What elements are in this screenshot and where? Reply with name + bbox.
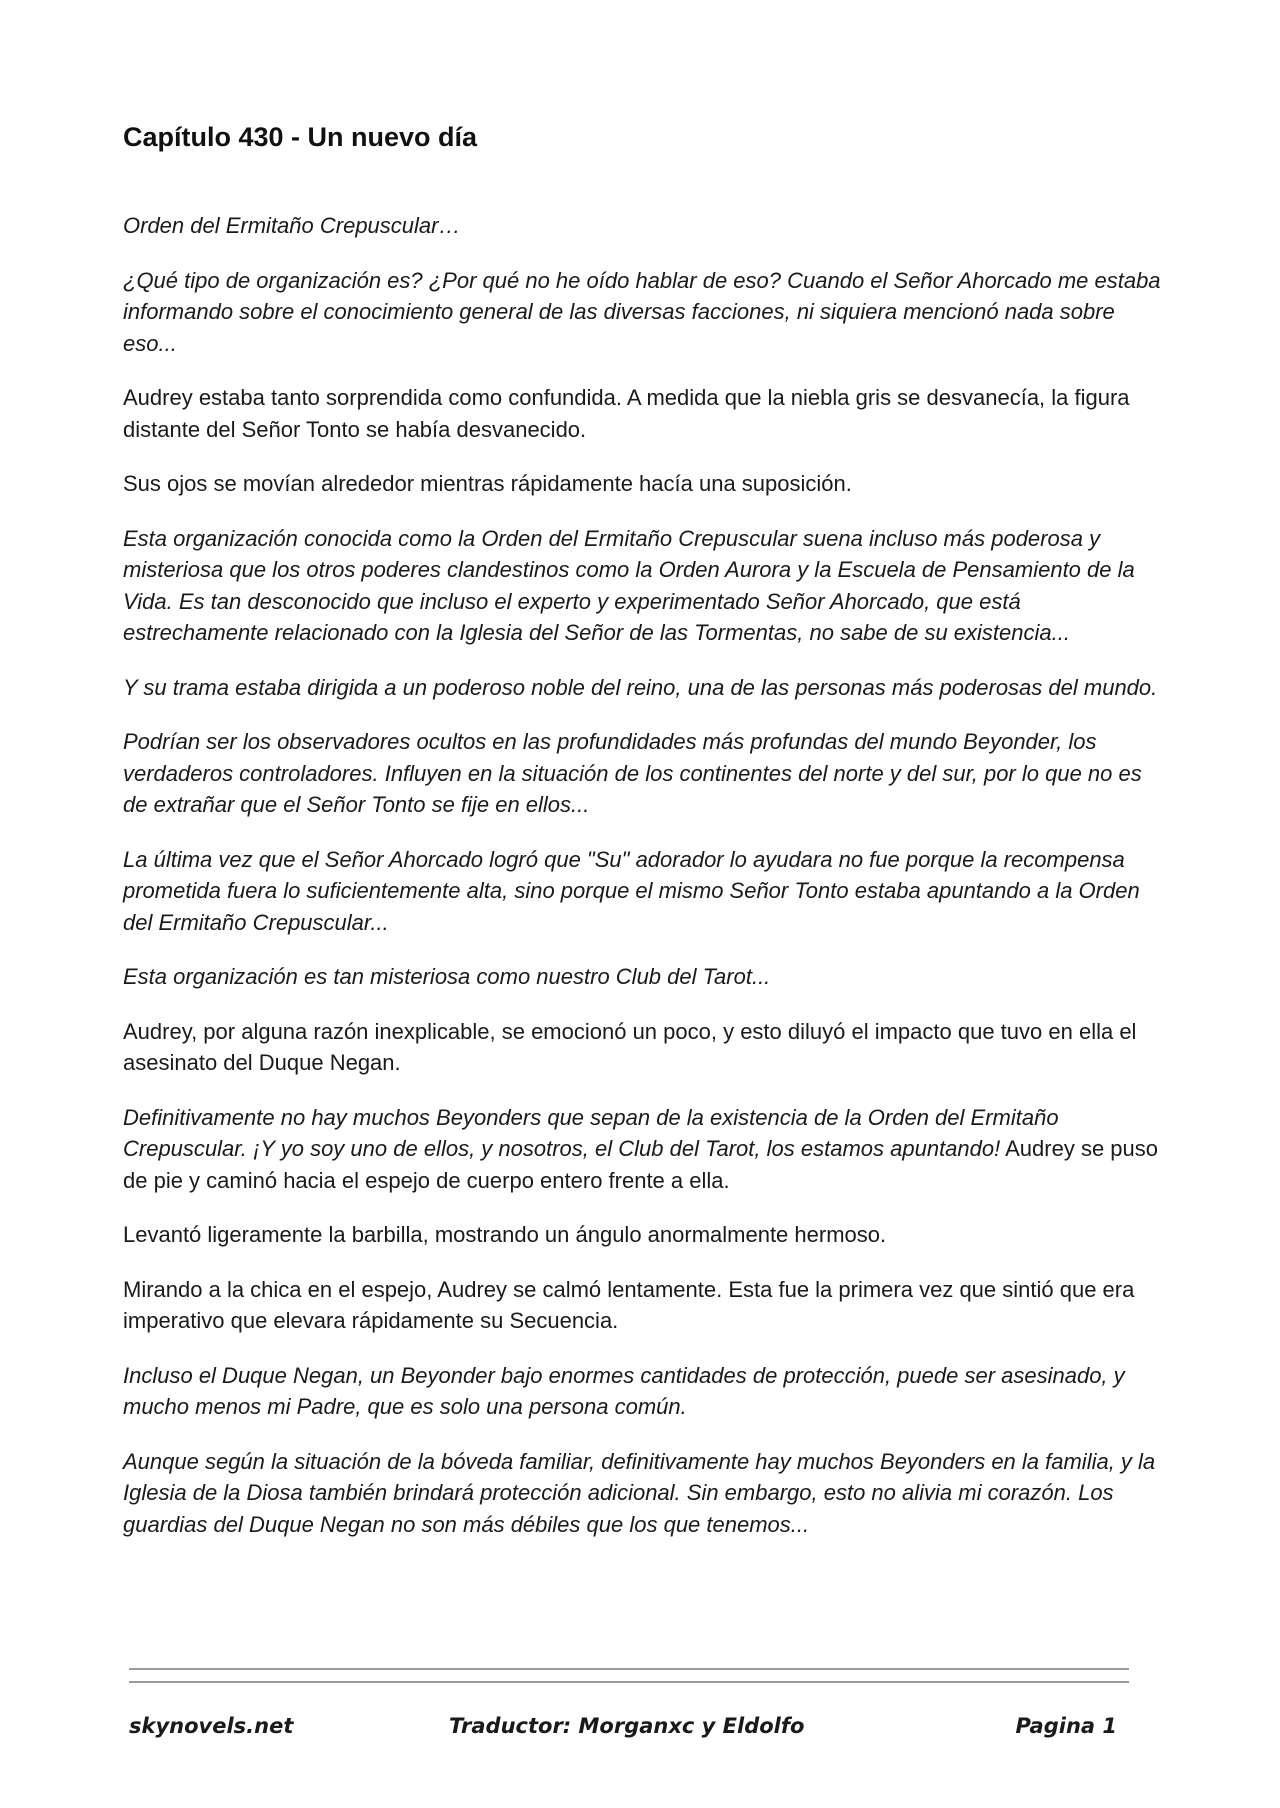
footer-translator: Traductor: Morganxc y Eldolfo bbox=[449, 1714, 805, 1738]
paragraph-narration: Audrey se puso de pie y caminó hacia el espejo de cuerpo entero frente a ella. bbox=[123, 1136, 1159, 1193]
chapter-title: Capítulo 430 - Un nuevo día bbox=[123, 122, 478, 152]
paragraph: Audrey estaba tanto sorprendida como confundida. A medida que la niebla gris se desvanecía, la figura distante del Señor Tonto se había desvanecido. bbox=[123, 385, 1130, 442]
paragraph: Orden del Ermitaño Crepuscular… bbox=[123, 213, 461, 238]
footer-page-number: Pagina 1 bbox=[1015, 1714, 1117, 1738]
footer-divider bbox=[129, 1681, 1129, 1683]
footer-site: skynovels.net bbox=[129, 1714, 294, 1738]
paragraph: Aunque según la situación de la bóveda familiar, definitivamente hay muchos Beyonders en la familia, y la Iglesia de la Diosa también brindará protección adicional. Sin embargo, esto no alivia mi corazón. Los guardias del Duque Negan no son más débiles que los que tenemos... bbox=[123, 1448, 1156, 1537]
paragraph: Mirando a la chica en el espejo, Audrey se calmó lentamente. Esta fue la primera vez que sintió que era imperativo que elevara rápidamente su Secuencia. bbox=[123, 1276, 1135, 1333]
paragraph: Incluso el Duque Negan, un Beyonder bajo enormes cantidades de protección, puede ser asesinado, y mucho menos mi Padre, que es solo una persona común. bbox=[123, 1362, 1125, 1419]
page-footer bbox=[129, 1714, 1129, 1748]
paragraph: Podrían ser los observadores ocultos en las profundidades más profundas del mundo Beyonder, los verdaderos controladores. Influyen en la situación de los continentes del norte y del sur, por lo que no es de extrañar que el Señor Tonto se fije en ellos... bbox=[123, 729, 1142, 817]
paragraph: Esta organización es tan misteriosa como nuestro Club del Tarot... bbox=[123, 964, 771, 989]
paragraph-mixed bbox=[123, 1102, 1163, 1197]
chapter-body bbox=[123, 210, 1163, 1563]
paragraph: Y su trama estaba dirigida a un poderoso noble del reino, una de las personas más poderosas del mundo. bbox=[123, 674, 1158, 700]
paragraph: Esta organización conocida como la Orden del Ermitaño Crepuscular suena incluso más poderosa y misteriosa que los otros poderes clandestinos como la Orden Aurora y la Escuela de Pensamiento de la Vida. Es tan desconocido que incluso el experto y experimentado Señor Ahorcado, que está estrechamente relacionado con la Iglesia del Señor de las Tormentas, no sabe de su existencia... bbox=[123, 525, 1135, 645]
paragraph-thought: Definitivamente no hay muchos Beyonders que sepan de la existencia de la Orden del Ermitaño Crepuscular. ¡Y yo soy uno de ellos, y nosotros, el Club del Tarot, los estamos apuntando! bbox=[123, 1104, 1059, 1161]
footer-divider bbox=[129, 1668, 1129, 1670]
paragraph: Audrey, por alguna razón inexplicable, se emocionó un poco, y esto diluyó el impacto que tuvo en ella el asesinato del Duque Negan. bbox=[123, 1018, 1137, 1075]
paragraph: ¿Qué tipo de organización es? ¿Por qué no he oído hablar de eso? Cuando el Señor Ahorcado me estaba informando sobre el conocimiento general de las diversas facciones, ni siquiera mencionó nada sobre eso... bbox=[123, 267, 1161, 356]
paragraph: Sus ojos se movían alrededor mientras rápidamente hacía una suposición. bbox=[123, 471, 852, 496]
paragraph: Levantó ligeramente la barbilla, mostrando un ángulo anormalmente hermoso. bbox=[123, 1222, 887, 1247]
paragraph: La última vez que el Señor Ahorcado logró que "Su" adorador lo ayudara no fue porque la recompensa prometida fuera lo suficientemente alta, sino porque el mismo Señor Tonto estaba apuntando a la Orden del Ermitaño Crepuscular... bbox=[123, 846, 1140, 935]
